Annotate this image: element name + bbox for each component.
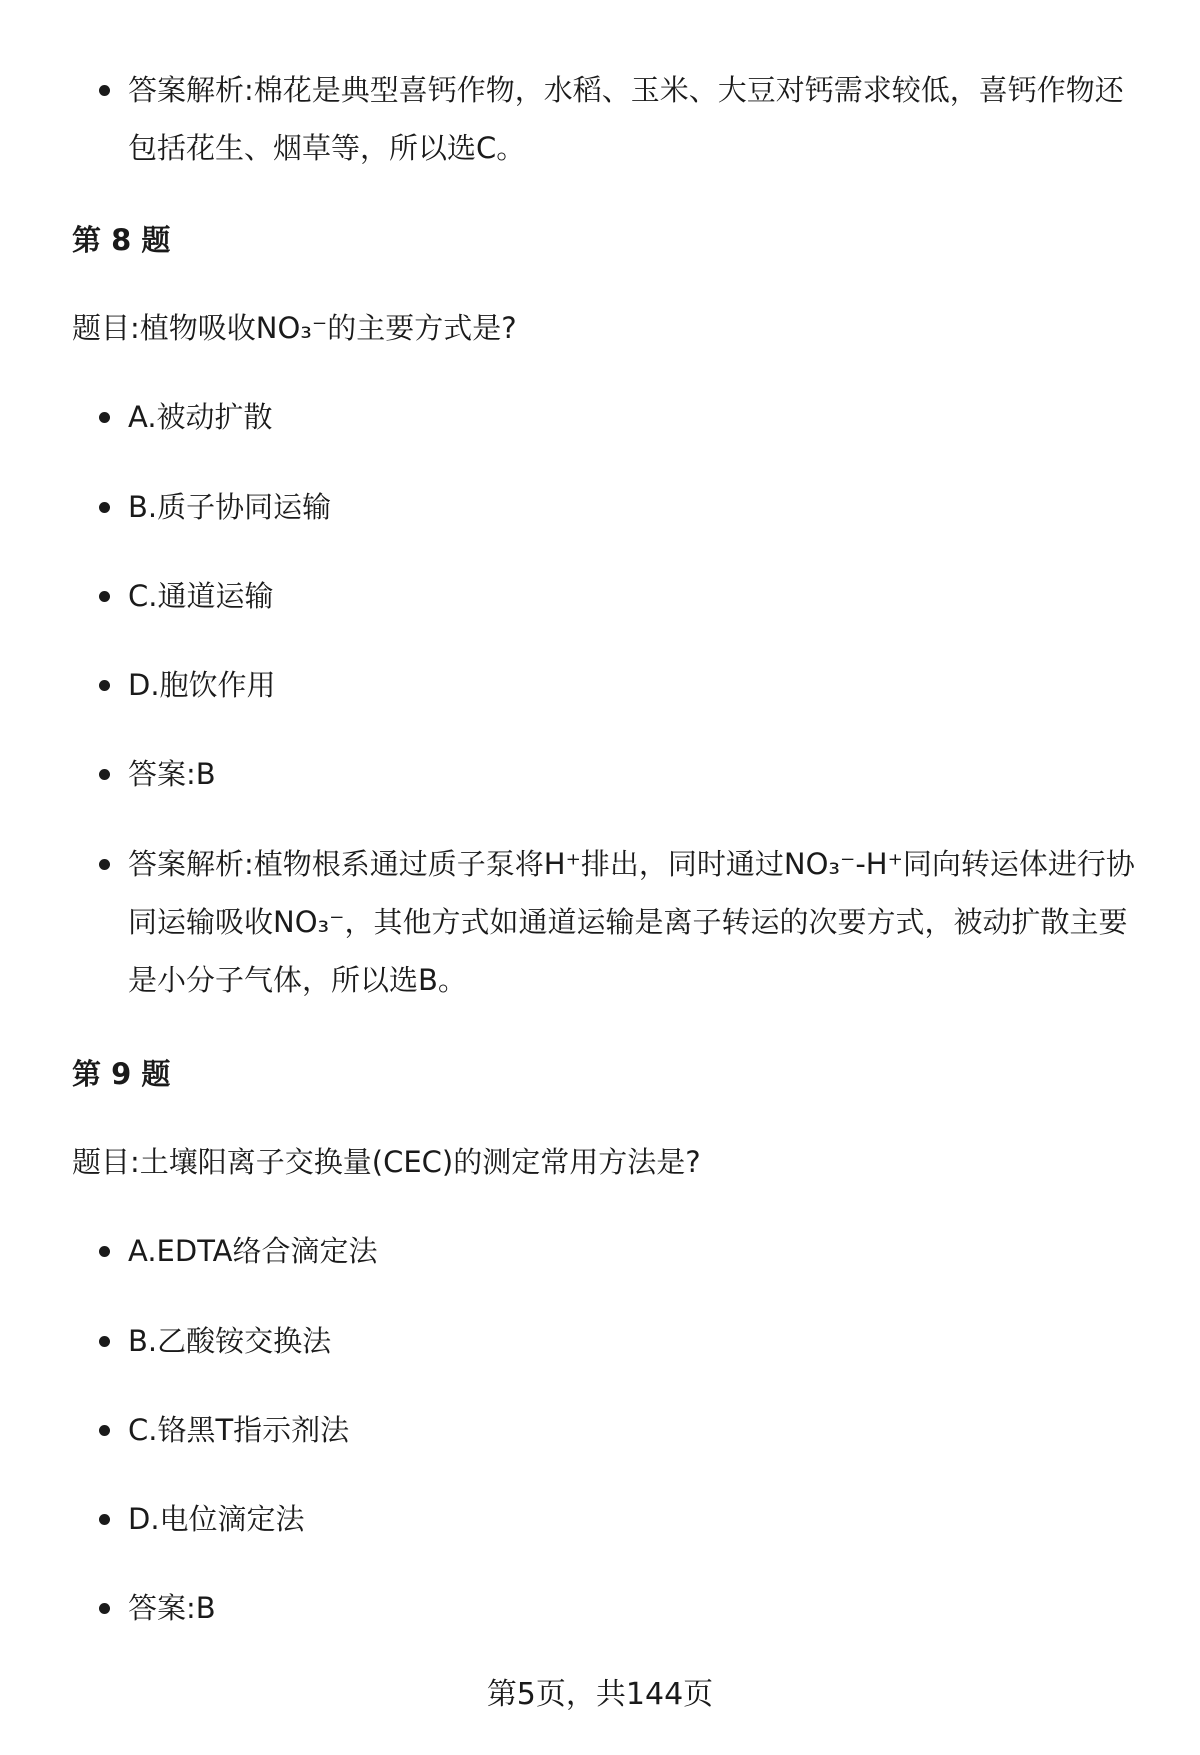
q8-answer: 答案:B bbox=[128, 745, 1148, 803]
q9-stem: 题目:土壤阳离子交换量(CEC)的测定常用方法是? bbox=[72, 1145, 701, 1179]
q8-option-b: B.质子协同运输 bbox=[128, 478, 1148, 536]
q8-option-d: D.胞饮作用 bbox=[128, 656, 1148, 714]
q9-option-c: C.铬黑T指示剂法 bbox=[128, 1401, 1148, 1459]
q9-option-b: B.乙酸铵交换法 bbox=[128, 1312, 1148, 1370]
q9-answer: 答案:B bbox=[128, 1579, 1148, 1637]
q8-option-c: C.通道运输 bbox=[128, 567, 1148, 625]
q8-option-a: A.被动扩散 bbox=[128, 388, 1148, 446]
page-number-footer: 第5页，共144页 bbox=[486, 1677, 714, 1712]
q9-option-d: D.电位滴定法 bbox=[128, 1490, 1148, 1548]
q8-heading: 第 8 题 bbox=[72, 223, 171, 257]
q8-explanation: 答案解析:植物根系通过质子泵将H⁺排出，同时通过NO₃⁻-H⁺同向转运体进行协同运输吸收NO₃⁻，其他方式如通道运输是离子转运的次要方式，被动扩散主要是小分子气体，所以选B。 bbox=[128, 835, 1148, 1009]
q7-explanation: 答案解析:棉花是典型喜钙作物，水稻、玉米、大豆对钙需求较低，喜钙作物还包括花生、烟草等，所以选C。 bbox=[128, 61, 1148, 177]
q9-option-a: A.EDTA络合滴定法 bbox=[128, 1222, 1148, 1280]
q8-stem: 题目:植物吸收NO₃⁻的主要方式是? bbox=[72, 311, 517, 345]
q9-heading: 第 9 题 bbox=[72, 1057, 171, 1091]
